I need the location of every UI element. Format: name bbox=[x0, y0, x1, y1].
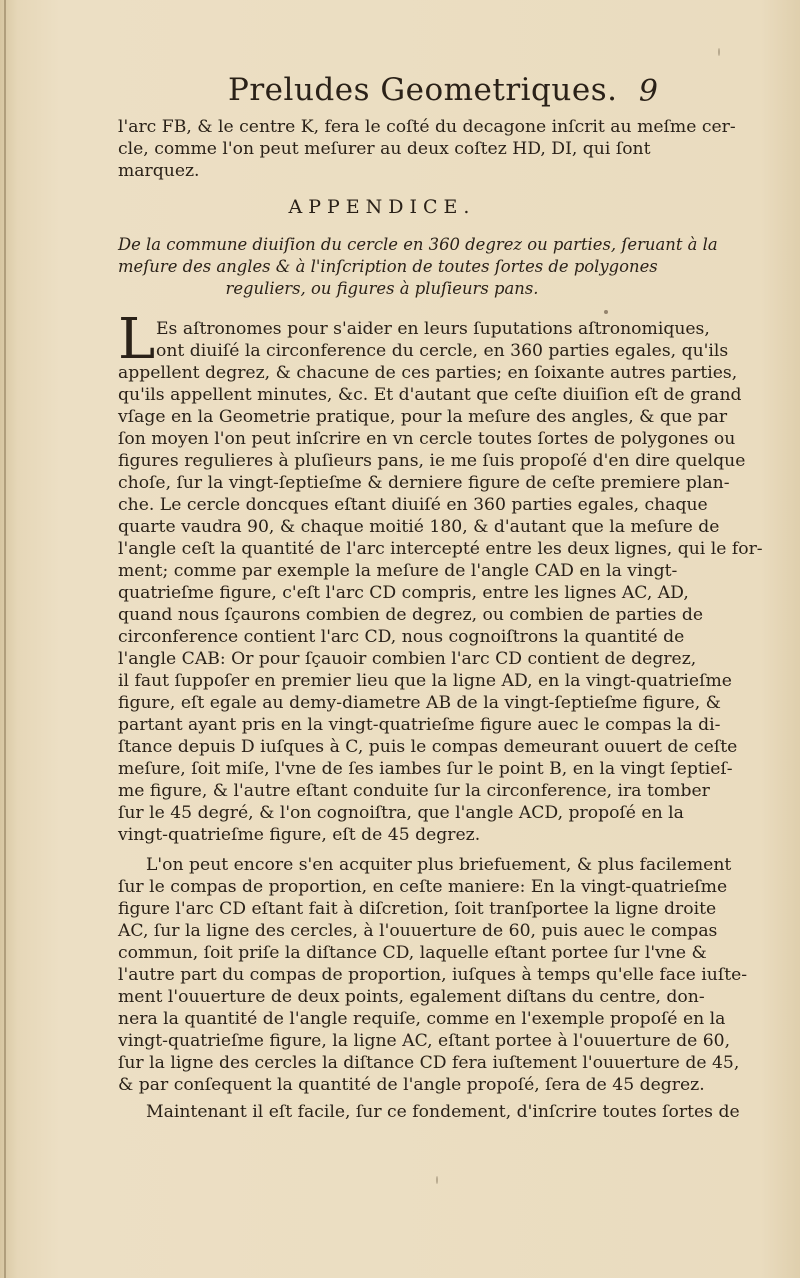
text-line: ment; comme par exemple la meſure de l'angle CAD en la vingt- bbox=[118, 561, 678, 581]
appendix-heading: APPENDICE. bbox=[288, 196, 476, 218]
text-line: ſon moyen l'on peut inſcrire en vn cercle toutes ſortes de polygones ou bbox=[118, 429, 736, 449]
text-line: vingt-quatrieſme figure, la ligne AC, eſtant portee à l'ouuerture de 60, bbox=[118, 1031, 731, 1051]
text-line: figure, eſt egale au demy-diametre AB de la vingt-ſeptieſme figure, & bbox=[118, 693, 721, 713]
text-line: partant ayant pris en la vingt-quatrieſme figure auec le compas la di- bbox=[118, 715, 721, 735]
page-header bbox=[118, 72, 658, 120]
ink-spot bbox=[436, 1176, 438, 1184]
text-line: quatrieſme figure, c'eſt l'arc CD compris, entre les lignes AC, AD, bbox=[118, 583, 689, 603]
text-line: AC, ſur la ligne des cercles, à l'ouuerture de 60, puis auec le compas bbox=[118, 921, 718, 941]
text-line: circonference contient l'arc CD, nous cognoiſtrons la quantité de bbox=[118, 627, 685, 647]
subtitle-line: meſure des angles & à l'inſcription de toutes ſortes de polygones bbox=[118, 257, 658, 276]
text-line: quand nous ſçaurons combien de degrez, ou combien de parties de bbox=[118, 605, 703, 625]
text-line: l'autre part du compas de proportion, iuſques à temps qu'elle face iuſte- bbox=[118, 965, 748, 985]
ink-spot bbox=[718, 48, 720, 56]
text-line: il faut ſuppoſer en premier lieu que la ligne AD, en la vingt-quatrieſme bbox=[118, 671, 732, 691]
text-line: l'arc FB, & le centre K, fera le coſté du decagone inſcrit au meſme cer- bbox=[118, 117, 736, 137]
text-line: commun, ſoit priſe la diſtance CD, laquelle eſtant portee ſur l'vne & bbox=[118, 943, 707, 963]
text-line: nera la quantité de l'angle requiſe, comme en l'exemple propoſé en la bbox=[118, 1009, 726, 1029]
page-number: 9 bbox=[638, 74, 658, 109]
text-line: cle, comme l'on peut meſurer au deux coſtez HD, DI, qui ſont bbox=[118, 139, 651, 159]
paragraph-1 bbox=[118, 307, 763, 846]
drop-cap: L bbox=[118, 307, 156, 372]
page-edge bbox=[4, 0, 6, 1278]
text-line: meſure, ſoit miſe, l'vne de ſes iambes ſur le point B, en la vingt ſeptieſ- bbox=[118, 759, 733, 779]
paragraph-2 bbox=[118, 854, 748, 1096]
running-title: Preludes Geometriques. bbox=[228, 72, 618, 108]
text-line: ſur le compas de proportion, en ceſte maniere: En la vingt-quatrieſme bbox=[118, 877, 728, 897]
text-line: marquez. bbox=[118, 161, 200, 181]
text-line: appellent degrez, & chacune de ces parties; en ſoixante autres parties, bbox=[118, 363, 738, 383]
text-line: Es aſtronomes pour s'aider en leurs ſuputations aſtronomiques, bbox=[156, 319, 710, 339]
text-line: & par conſequent la quantité de l'angle propoſé, ſera de 45 degrez. bbox=[118, 1075, 705, 1095]
subtitle-line: De la commune diuiſion du cercle en 360 degrez ou parties, ſeruant à la bbox=[118, 235, 718, 254]
text-line: ont diuiſé la circonference du cercle, en 360 parties egales, qu'ils bbox=[156, 341, 729, 361]
appendix-subtitle bbox=[118, 234, 718, 300]
text-line: ſur le 45 degré, & l'on cognoiſtra, que l'angle ACD, propoſé en la bbox=[118, 803, 684, 823]
subtitle-line: reguliers, ou figures à pluſieurs pans. bbox=[225, 279, 539, 298]
text-line: ſtance depuis D iuſques à C, puis le compas demeurant ouuert de ceſte bbox=[118, 737, 738, 757]
text-line: vingt-quatrieſme figure, eſt de 45 degrez. bbox=[118, 825, 481, 845]
text-line: vſage en la Geometrie pratique, pour la meſure des angles, & que par bbox=[118, 407, 728, 427]
text-line: che. Le cercle doncques eſtant diuiſé en 360 parties egales, chaque bbox=[118, 495, 708, 515]
text-line: l'angle ceſt la quantité de l'arc intercepté entre les deux lignes, qui le for- bbox=[118, 539, 763, 559]
text-line: choſe, ſur la vingt-ſeptieſme & derniere figure de ceſte premiere plan- bbox=[118, 473, 730, 493]
text-line: quarte vaudra 90, & chaque moitié 180, & d'autant que la meſure de bbox=[118, 517, 720, 537]
text-line: L'on peut encore s'en acquiter plus briefuement, & plus facilement bbox=[146, 855, 732, 875]
text-line: ſur la ligne des cercles la diſtance CD fera iuſtement l'ouuerture de 45, bbox=[118, 1053, 740, 1073]
text-line: figure l'arc CD eſtant fait à diſcretion, ſoit tranſportee la ligne droite bbox=[118, 899, 717, 919]
ink-spot bbox=[604, 310, 608, 314]
text-line: l'angle CAB: Or pour ſçauoir combien l'arc CD contient de degrez, bbox=[118, 649, 697, 669]
text-line: figures regulieres à pluſieurs pans, ie me ſuis propoſé d'en dire quelque bbox=[118, 451, 746, 471]
paragraph-3 bbox=[118, 1101, 740, 1123]
text-line: ment l'ouuerture de deux points, egalement diſtans du centre, don- bbox=[118, 987, 705, 1007]
text-line: Maintenant il eſt facile, ſur ce fondement, d'inſcrire toutes ſortes de bbox=[146, 1102, 740, 1122]
text-line: me figure, & l'autre eſtant conduite ſur la circonference, ira tomber bbox=[118, 781, 710, 801]
intro-text bbox=[118, 116, 736, 182]
text-line: qu'ils appellent minutes, &c. Et d'autant que ceſte diuiſion eſt de grand bbox=[118, 385, 742, 405]
